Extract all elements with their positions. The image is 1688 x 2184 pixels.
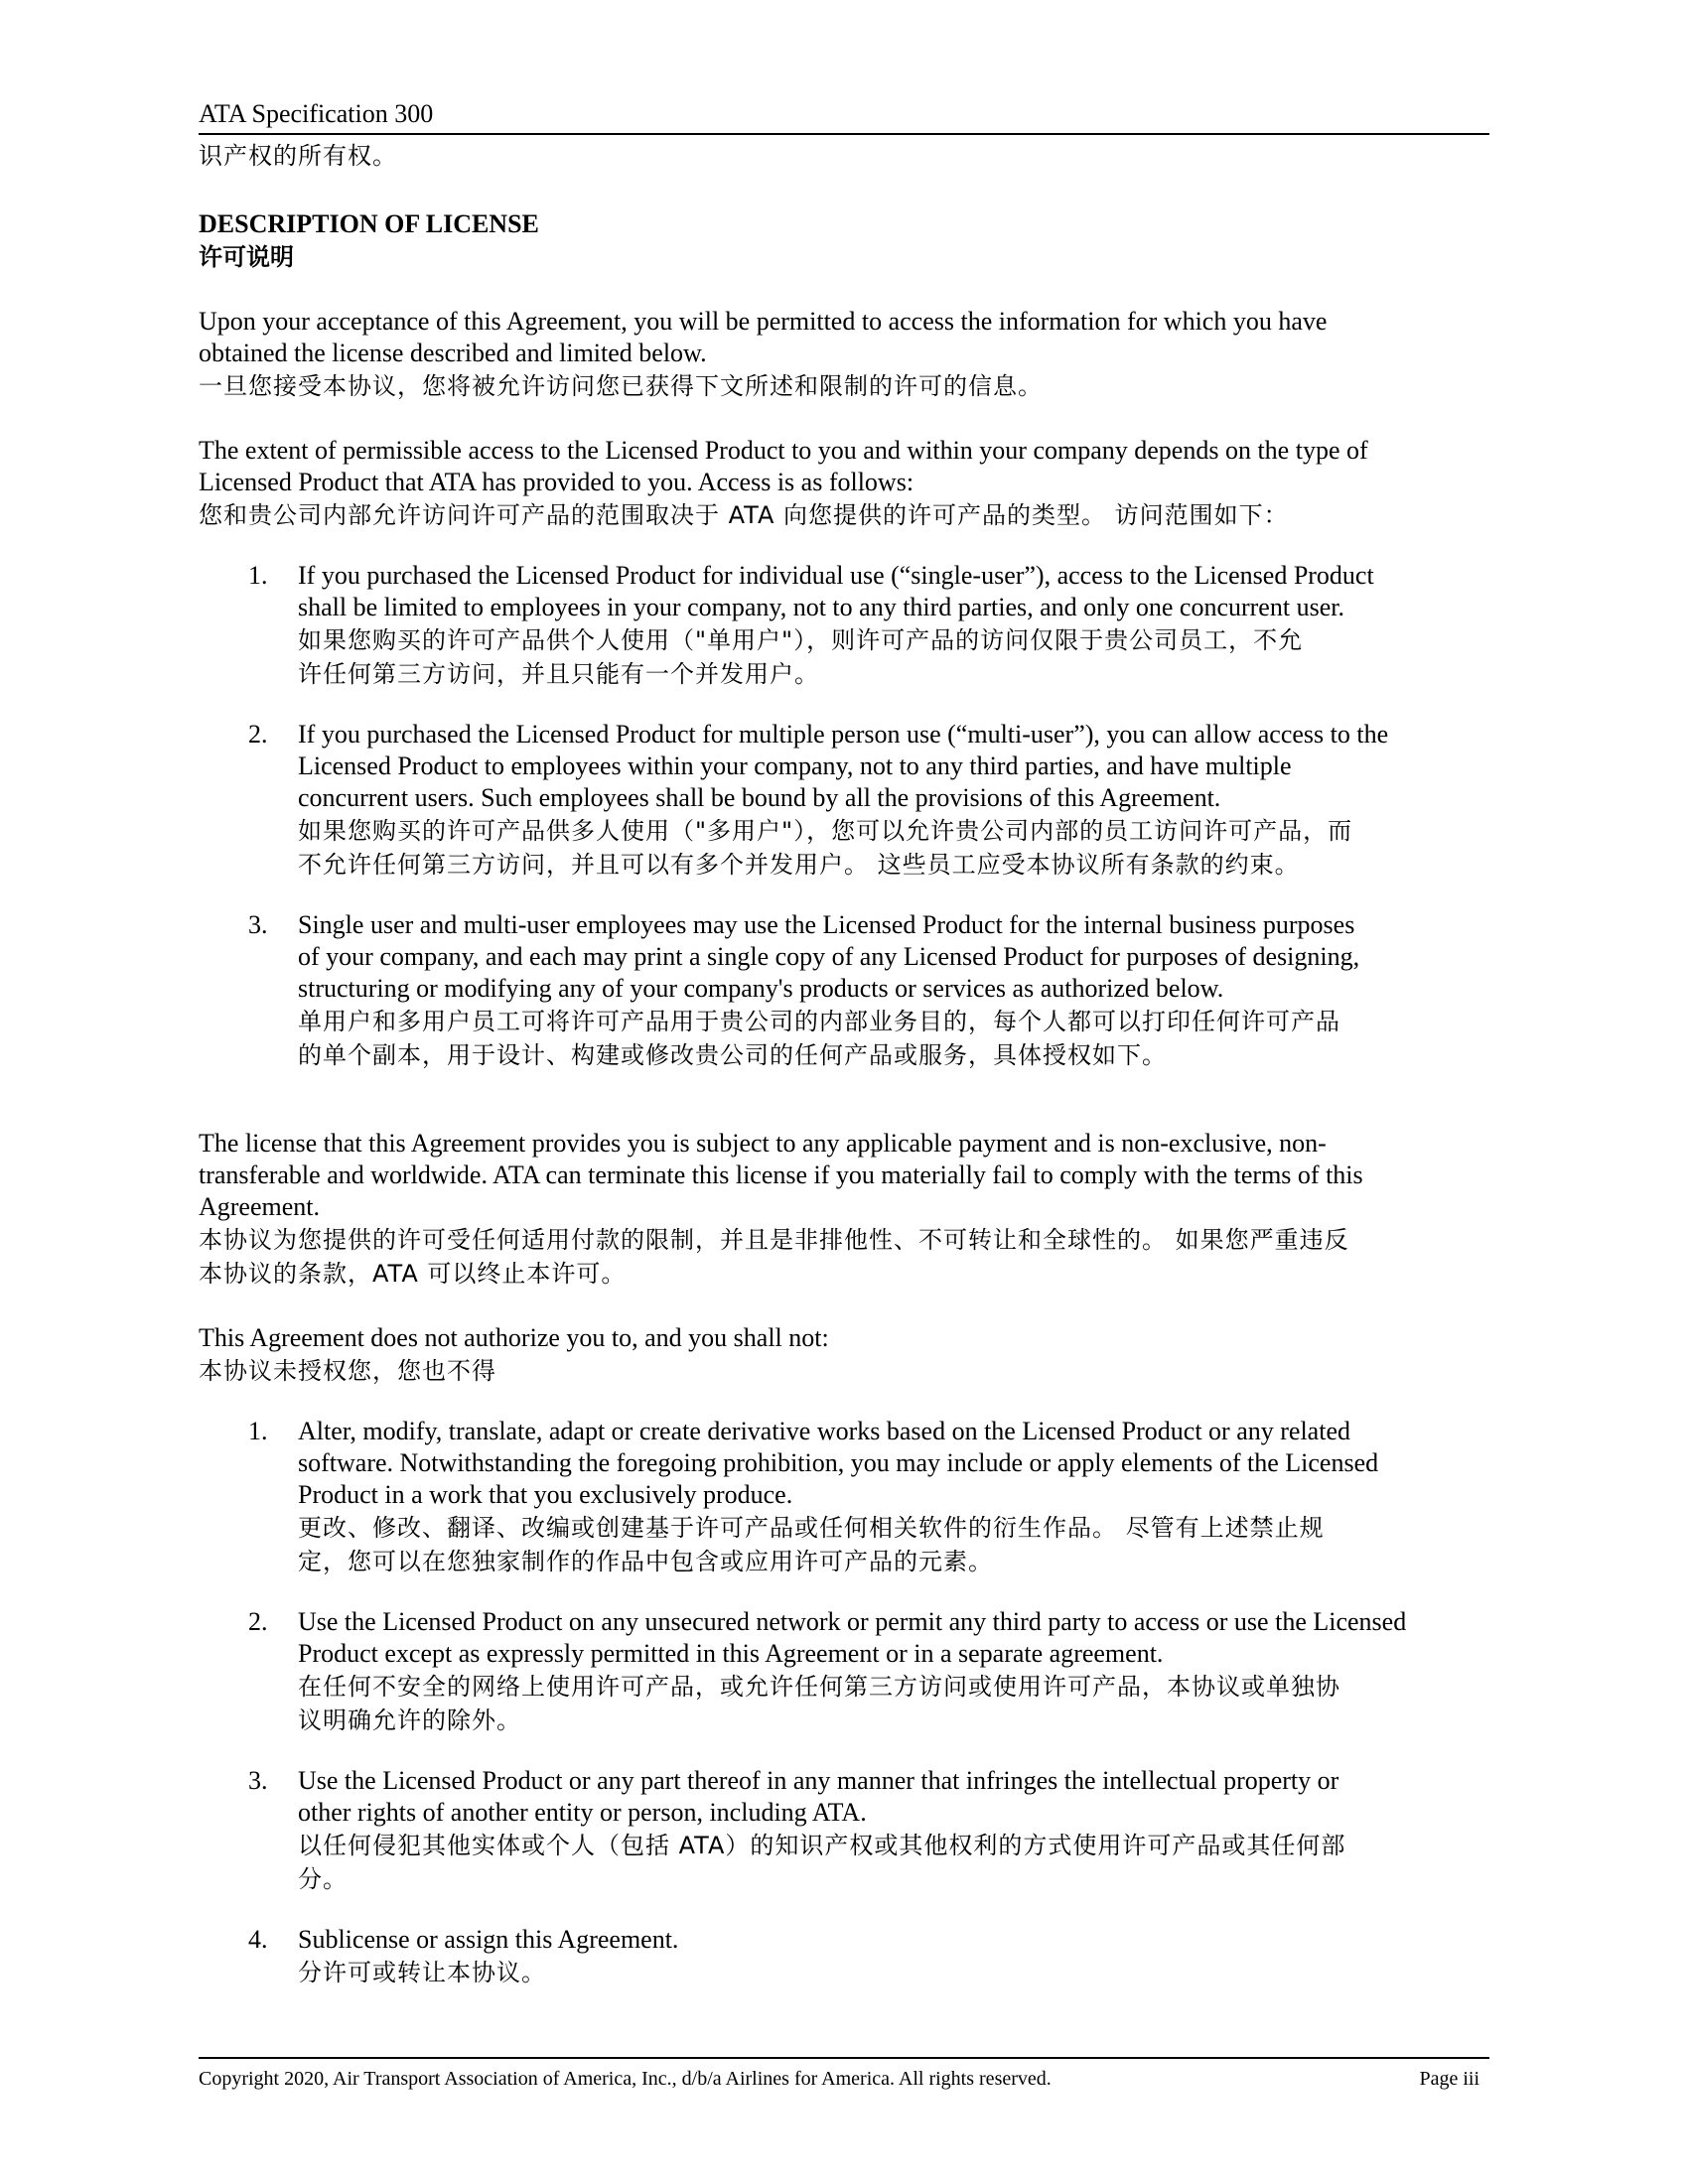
text-line: This Agreement does not authorize you to, and you shall not:	[199, 1323, 829, 1352]
text-line-zh: 本协议未授权您，您也不得	[199, 1357, 496, 1385]
text-line: The license that this Agreement provides you is subject to any applicable payment and is non-exclusive, non-	[199, 1129, 1327, 1158]
document-title: ATA Specification 300	[199, 99, 434, 128]
list-item	[199, 1924, 1489, 1989]
text-line: Product except as expressly permitted in this Agreement or in a separate agreement.	[298, 1639, 1164, 1668]
header-divider	[199, 133, 1489, 135]
prohibited-list	[199, 1416, 1489, 1989]
text-line: software. Notwithstanding the foregoing prohibition, you may include or apply elements of the Licensed	[298, 1448, 1379, 1477]
text-line-zh: 的单个副本，用于设计、构建或修改贵公司的任何产品或服务，具体授权如下。	[298, 1041, 1167, 1069]
list-number: 1.	[248, 561, 268, 590]
text-line: concurrent users. Such employees shall be bound by all the provisions of this Agreement.	[298, 783, 1221, 812]
text-line-zh: 更改、修改、翻译、改编或创建基于许可产品或任何相关软件的衍生作品。 尽管有上述禁止规	[298, 1514, 1325, 1542]
text-line-zh: 定，您可以在您独家制作的作品中包含或应用许可产品的元素。	[298, 1548, 993, 1575]
section-heading-zh: 许可说明	[199, 243, 294, 271]
text-line: Agreement.	[199, 1192, 321, 1221]
paragraph	[199, 435, 1489, 532]
paragraph	[199, 1322, 1489, 1388]
list-number: 1.	[248, 1417, 268, 1445]
text-line-zh: 本协议的条款，ATA 可以终止本许可。	[199, 1260, 627, 1288]
text-line: The extent of permissible access to the Licensed Product to you and within your company depends on the type of	[199, 436, 1368, 465]
text-line: Product in a work that you exclusively produce.	[298, 1480, 793, 1509]
text-line: of your company, and each may print a single copy of any Licensed Product for purposes of designing,	[298, 942, 1360, 971]
list-item	[199, 560, 1489, 691]
text-line: transferable and worldwide. ATA can terminate this license if you materially fail to comply with the terms of this	[199, 1160, 1363, 1189]
text-line-zh: 许任何第三方访问，并且只能有一个并发用户。	[298, 660, 819, 688]
footer-divider	[199, 2057, 1489, 2059]
text-line: If you purchased the Licensed Product for individual use (“single-user”), access to the Licensed Product	[298, 561, 1374, 590]
list-number: 3.	[248, 1766, 268, 1795]
text-line: Single user and multi-user employees may use the Licensed Product for the internal business purposes	[298, 910, 1355, 939]
text-line: Alter, modify, translate, adapt or create derivative works based on the Licensed Product or any related	[298, 1417, 1350, 1445]
text-line-zh: 分许可或转让本协议。	[298, 1959, 546, 1986]
continuation-text: 识产权的所有权。	[199, 142, 397, 170]
access-list	[199, 560, 1489, 1072]
text-line-zh: 以任何侵犯其他实体或个人（包括 ATA）的知识产权或其他权利的方式使用许可产品或其任何部	[298, 1832, 1346, 1859]
page-number: Page iii	[1419, 2068, 1479, 2090]
text-line: other rights of another entity or person, including ATA.	[298, 1798, 867, 1827]
text-line-zh: 议明确允许的除外。	[298, 1706, 521, 1734]
list-number: 2.	[248, 1607, 268, 1636]
text-line: Sublicense or assign this Agreement.	[298, 1925, 679, 1954]
text-line: Licensed Product to employees within your company, not to any third parties, and have multiple	[298, 751, 1292, 780]
list-item	[199, 1416, 1489, 1578]
text-line: Use the Licensed Product on any unsecured network or permit any third party to access or use the Licensed	[298, 1607, 1407, 1636]
text-line-zh: 一旦您接受本协议，您将被允许访问您已获得下文所述和限制的许可的信息。	[199, 372, 1043, 400]
section-heading: DESCRIPTION OF LICENSE	[199, 209, 539, 238]
copyright-notice: Copyright 2020, Air Transport Association of America, Inc., d/b/a Airlines for America. All rights reserved.	[199, 2068, 1052, 2090]
paragraph	[199, 1128, 1489, 1291]
text-line: If you purchased the Licensed Product for multiple person use (“multi-user”), you can allow access to the	[298, 720, 1389, 749]
text-line-zh: 如果您购买的许可产品供多人使用（"多用户"），您可以允许贵公司内部的员工访问许可产品，而	[298, 817, 1353, 845]
text-line: shall be limited to employees in your company, not to any third parties, and only one concurrent user.	[298, 593, 1344, 621]
list-number: 2.	[248, 720, 268, 749]
list-item	[199, 1606, 1489, 1737]
paragraph	[199, 306, 1489, 403]
text-line: Use the Licensed Product or any part thereof in any manner that infringes the intellectual property or	[298, 1766, 1339, 1795]
text-line: Licensed Product that ATA has provided to you. Access is as follows:	[199, 468, 914, 496]
list-number: 3.	[248, 910, 268, 939]
text-line-zh: 在任何不安全的网络上使用许可产品，或允许任何第三方访问或使用许可产品，本协议或单独协	[298, 1673, 1340, 1701]
text-line-zh: 如果您购买的许可产品供个人使用（"单用户"），则许可产品的访问仅限于贵公司员工，不允	[298, 626, 1304, 654]
page-content	[199, 139, 1489, 2017]
text-line-zh: 不允许任何第三方访问，并且可以有多个并发用户。 这些员工应受本协议所有条款的约束。	[298, 851, 1300, 879]
text-line: Upon your acceptance of this Agreement, you will be permitted to access the information for which you have	[199, 307, 1328, 336]
text-line: obtained the license described and limited below.	[199, 339, 707, 367]
text-line-zh: 您和贵公司内部允许访问许可产品的范围取决于 ATA 向您提供的许可产品的类型。 访问范围如下：	[199, 501, 1289, 529]
page-footer	[199, 2057, 1489, 2093]
list-number: 4.	[248, 1925, 268, 1954]
page-header	[199, 97, 1489, 135]
text-line-zh: 分。	[298, 1865, 348, 1893]
list-item	[199, 909, 1489, 1072]
list-item	[199, 719, 1489, 882]
text-line: structuring or modifying any of your company's products or services as authorized below.	[298, 974, 1224, 1003]
text-line-zh: 本协议为您提供的许可受任何适用付款的限制，并且是非排他性、不可转让和全球性的。 如果您严重违反	[199, 1226, 1349, 1254]
list-item	[199, 1765, 1489, 1896]
text-line-zh: 单用户和多用户员工可将许可产品用于贵公司的内部业务目的，每个人都可以打印任何许可产品	[298, 1008, 1340, 1035]
